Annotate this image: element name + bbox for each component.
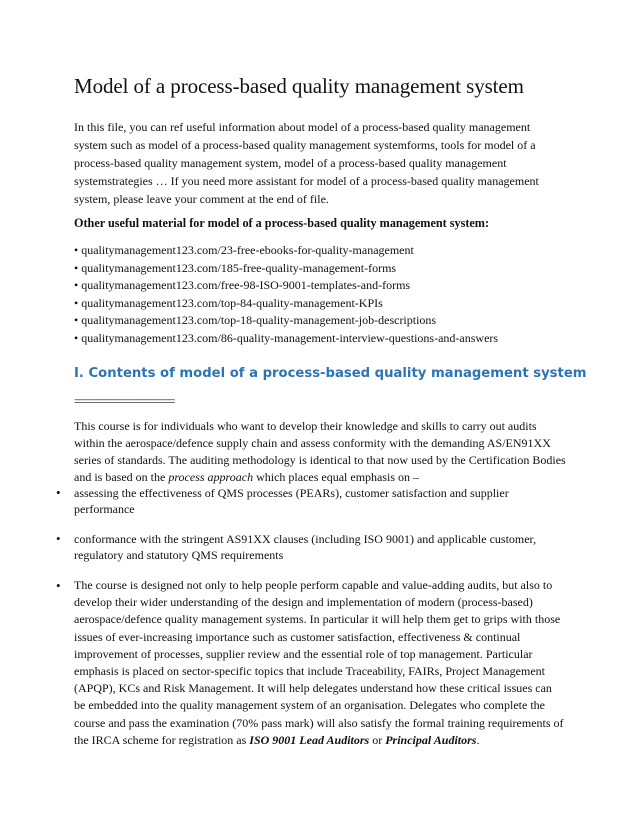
course-intro-paragraph xyxy=(74,418,566,486)
other-material-heading: Other useful material for model of a process-based quality management system: xyxy=(74,216,490,230)
intro-paragraph: In this file, you can ref useful information about model of a process-based quality management system such as model of a process-based quality management systemforms, tools for model of a process-based quality management system, model of a process-based quality management systemstrategies … If you need more assistant for model of a process-based quality management system, please leave your comment at the end of file. xyxy=(74,120,539,206)
resource-link[interactable]: • qualitymanagement123.com/23-free-ebooks-for-quality-management xyxy=(74,242,498,260)
resource-link-list xyxy=(74,242,498,347)
bullet-item: • assessing the effectiveness of QMS processes (PEARs), customer satisfaction and supplier performance xyxy=(74,485,566,517)
resource-link[interactable]: • qualitymanagement123.com/86-quality-management-interview-questions-and-answers xyxy=(74,330,498,348)
resource-link[interactable]: • qualitymanagement123.com/free-98-ISO-9001-templates-and-forms xyxy=(74,277,498,295)
resource-link[interactable]: • qualitymanagement123.com/top-84-quality-management-KPIs xyxy=(74,295,498,313)
separator-line: ================== xyxy=(74,394,175,408)
document-title: Model of a process-based quality management system xyxy=(74,74,524,98)
section-heading: I. Contents of model of a process-based quality management system xyxy=(74,366,587,381)
process-approach-emphasis: process approach xyxy=(168,470,254,484)
bullet-text-or: or xyxy=(369,732,386,747)
resource-link[interactable]: • qualitymanagement123.com/185-free-quality-management-forms xyxy=(74,260,498,278)
bullet-item xyxy=(74,577,566,749)
lead-auditors-emphasis: ISO 9001 Lead Auditors xyxy=(249,732,370,747)
course-intro-text: This course is for individuals who want to develop their knowledge and skills to carry out audits within the aerospace/defence supply chain and assess conformity with the demanding AS/EN91XX series of standards. The auditing methodology is identical to that now used by the Certification Bodies and is based on the xyxy=(74,419,566,484)
course-bullet-list xyxy=(74,485,566,763)
bullet-text-end: . xyxy=(476,732,480,747)
principal-auditors-emphasis: Principal Auditors xyxy=(385,732,477,747)
course-intro-text-end: which places equal emphasis on – xyxy=(253,470,420,484)
resource-link[interactable]: • qualitymanagement123.com/top-18-quality-management-job-descriptions xyxy=(74,312,498,330)
bullet-item: • conformance with the stringent AS91XX clauses (including ISO 9001) and applicable customer, regulatory and statutory QMS requirements xyxy=(74,531,566,563)
bullet-text: The course is designed not only to help people perform capable and value-adding audits, but also to develop their wider understanding of the design and implementation of modern (process-based) aerospace/defence quality management systems. In particular it will help them get to grips with those issues of ever-increasing importance such as customer satisfaction, effectiveness & continual improvement of processes, supplier review and the essential role of top management. Particular emphasis is placed on sector-specific topics that include Traceability, FAIRs, Project Management (APQP), KCs and Risk Management. It will help delegates understand how these critical issues can be embedded into the quality management system of an organisation. Delegates who complete the course and pass the examination (70% pass mark) will also satisfy the formal training requirements of the IRCA scheme for registration as xyxy=(74,578,564,747)
